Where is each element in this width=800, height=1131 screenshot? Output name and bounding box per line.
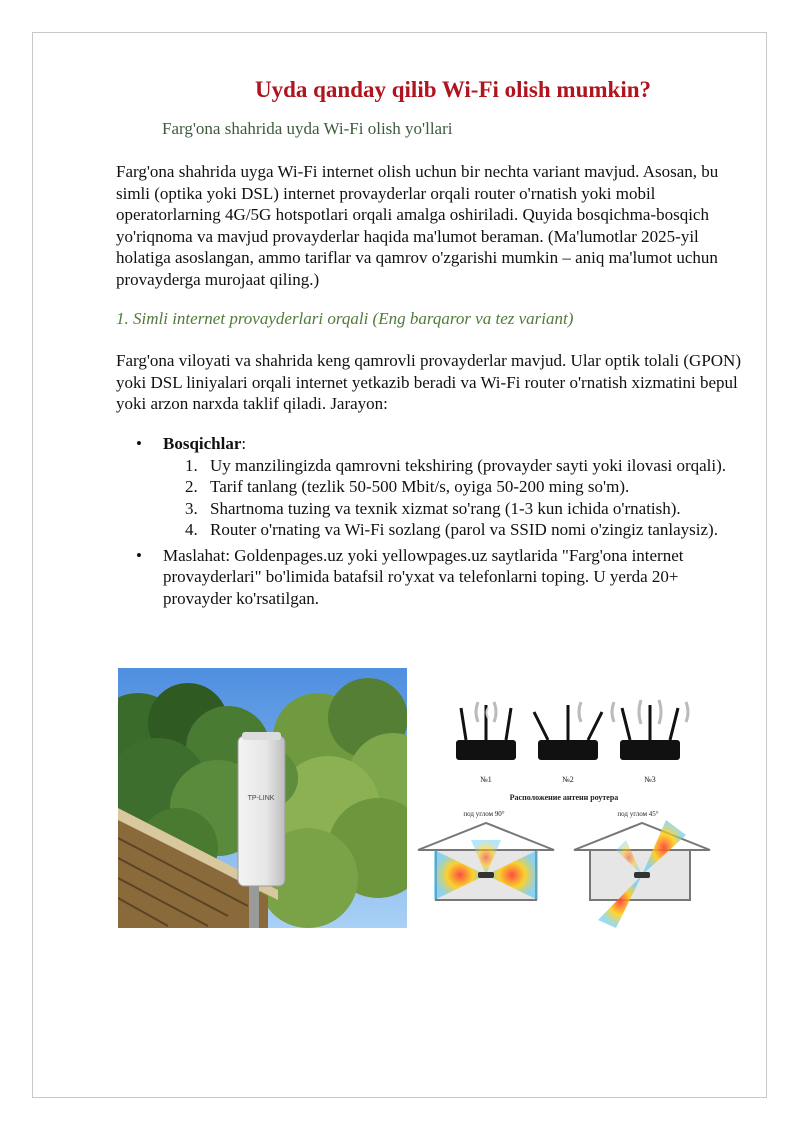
diagram-caption: Расположение антенн роутера xyxy=(509,793,619,802)
router-2-icon xyxy=(534,702,602,760)
document-title: Uyda qanday qilib Wi-Fi olish mumkin? xyxy=(254,77,652,102)
section-heading: 1. Simli internet provayderlari orqali (Eng barqaror va tez variant) xyxy=(116,309,574,328)
step-number: 1. xyxy=(185,455,198,475)
router-diagram xyxy=(416,690,712,930)
step-number: 3. xyxy=(185,498,198,518)
antenna-photo xyxy=(118,668,407,928)
step-item xyxy=(163,455,746,477)
step-text: Uy manzilingizda qamrovni tekshiring (provayder sayti yoki ilovasi orqali). xyxy=(210,455,727,475)
router-3-icon xyxy=(612,700,688,760)
steps-label: Bosqichlar xyxy=(163,434,242,453)
antenna-brand-label: TP-LINK xyxy=(247,795,275,802)
router-label-2: №2 xyxy=(562,775,574,784)
steps-label-colon: : xyxy=(241,434,247,453)
bullet-list xyxy=(116,433,746,609)
bullet-steps xyxy=(116,433,746,541)
step-number: 4. xyxy=(185,520,198,539)
house-left xyxy=(418,823,554,900)
step-item xyxy=(163,519,746,541)
step-item xyxy=(163,476,746,498)
steps-list xyxy=(163,455,746,541)
router-label-1: №1 xyxy=(480,775,492,784)
intro-paragraph: Farg'ona shahrida uyga Wi-Fi internet olish uchun bir nechta variant mavjud. Asosan, bu simli (optika yoki DSL) internet provayderlar orqali router o'rnatish yoki mobil operatorlarning 4G/5G hotspotlari orqali amalga oshiriladi. Quyida bosqichma-bosqich yo'riqnoma va mavjud provayderlar haqida ma'lumot beraman. (Ma'lumotlar 2025-yil holatiga asoslangan, ammo tariflar va qamrov o'zgarishi mumkin – aniq ma'lumot uchun provayderga murojaat qiling.) xyxy=(116,162,719,289)
angle-label-right: под углом 45° xyxy=(617,810,659,818)
router-label-3: №3 xyxy=(644,775,656,784)
antenna-illustration xyxy=(118,668,407,928)
router-antenna-diagram xyxy=(416,690,712,930)
house-right xyxy=(574,820,710,928)
step-text: Shartnoma tuzing va texnik xizmat so'rang (1-3 kun ichida o'rnatish). xyxy=(210,498,681,518)
step-number: 2. xyxy=(185,477,198,496)
document-subtitle: Farg'ona shahrida uyda Wi-Fi olish yo'llari xyxy=(162,119,453,138)
section-paragraph: Farg'ona viloyati va shahrida keng qamrovli provayderlar mavjud. Ular optik tolali (GPON) yoki DSL liniyalari orqali internet yetkazib beradi va Wi-Fi router o'rnatish xizmatini bepul yoki arzon narxda taklif qiladi. Jarayon: xyxy=(116,351,741,413)
bullet-tip xyxy=(116,545,746,610)
step-text: Router o'rnating va Wi-Fi sozlang (parol va SSID nomi o'zingiz tanlaysiz). xyxy=(210,520,718,539)
angle-label-left: под углом 90° xyxy=(463,810,505,818)
step-item xyxy=(163,498,746,520)
router-1-icon xyxy=(456,702,516,760)
step-text: Tarif tanlang (tezlik 50-500 Mbit/s, oyiga 50-200 ming so'm). xyxy=(210,477,630,496)
tip-text: Maslahat: Goldenpages.uz yoki yellowpages.uz saytlarida "Farg'ona internet provayderlari" bo'limida batafsil ro'yxat va telefonlarni toping. U yerda 20+ provayder ko'rsatilgan. xyxy=(163,545,684,608)
